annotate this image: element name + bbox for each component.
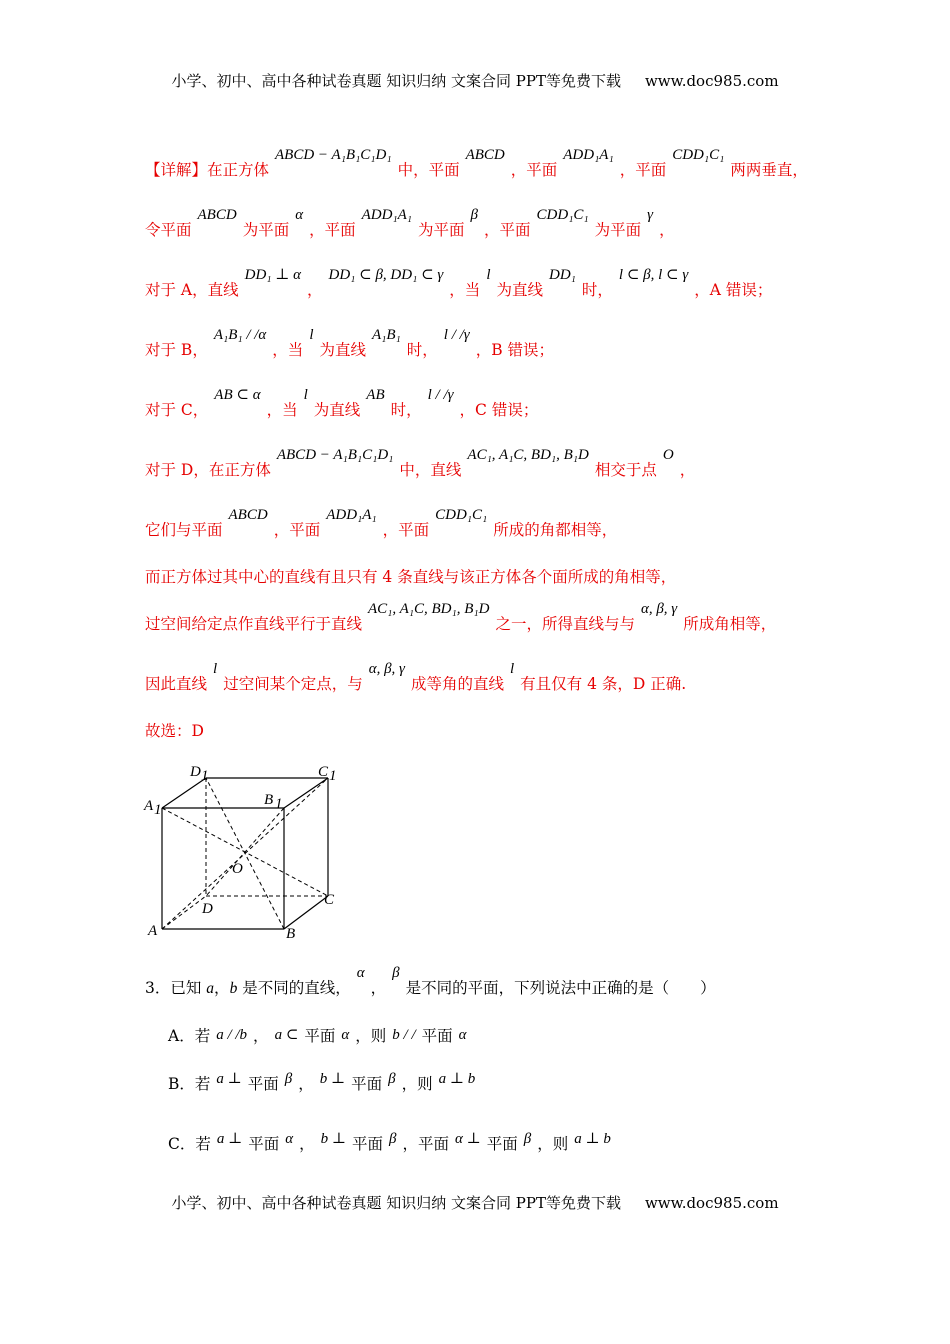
solution-line-9: 过空间给定点作直线平行于直线AC₁, A₁C, BD₁, B₁D之一，所得直线与与α, β, γ所成角相等， [145, 601, 777, 633]
solution-line-2: 令平面ABCD为平面α，平面ADD₁A₁为平面β，平面CDD₁C₁为平面γ， [145, 207, 675, 239]
solution-line-6: 对于 D，在正方体ABCD − A₁B₁C₁D₁中，直线AC₁, A₁C, BD₁, B₁D相交于点O， [145, 447, 696, 479]
edge-B1C1 [284, 778, 328, 808]
cube-figure [140, 758, 360, 948]
solution-line-3: 对于 A，直线DD₁ ⊥ α，DD₁ ⊂ β, DD₁ ⊂ γ，当l为直线DD₁时，l ⊂ β, l ⊂ γ，A 错误； [145, 267, 773, 299]
label-D: D [202, 901, 213, 917]
footer-text: 小学、初中、高中各种试卷真题 知识归纳 文案合同 PPT等免费下载 [171, 1194, 621, 1212]
edge-BC [284, 896, 328, 929]
question-3-stem: 3．已知 a，b 是不同的直线，α，β是不同的平面，下列说法中正确的是（ ） [145, 965, 716, 997]
svg-text:1: 1 [154, 802, 162, 818]
page-footer [0, 1192, 950, 1213]
solution-line-8: 而正方体过其中心的直线有且只有 4 条直线与该正方体各个面所成的角相等， [145, 568, 677, 586]
label-C: C [324, 892, 335, 908]
label-B1: B [264, 792, 274, 808]
label-A: A [148, 923, 158, 939]
label-B: B [286, 926, 296, 942]
label-D1: D [190, 764, 201, 780]
svg-text:1: 1 [329, 768, 337, 784]
label-A1: A [144, 798, 154, 814]
header-text: 小学、初中、高中各种试卷真题 知识归纳 文案合同 PPT等免费下载 [171, 72, 621, 90]
diagonal-B1D [206, 808, 284, 896]
solution-line-4: 对于 B，A₁B₁ / /α，当l为直线A₁B₁时，l / /γ，B 错误； [145, 327, 555, 359]
option-A[interactable]: A．若 a / /b ， a ⊂ 平面 α ，则 b / / 平面 α [168, 1027, 467, 1045]
header-url: www.doc985.com [644, 72, 779, 90]
svg-text:1: 1 [201, 768, 209, 784]
footer-url: www.doc985.com [644, 1194, 779, 1212]
edge-A1D1 [162, 778, 206, 808]
label-C1: C [318, 764, 329, 780]
option-B[interactable]: B．若 a ⊥ 平面 β ， b ⊥ 平面 β ，则 a ⊥ b [168, 1071, 476, 1093]
edge-AD-hidden [162, 896, 206, 929]
solution-line-1: 【详解】在正方体ABCD − A₁B₁C₁D₁中，平面ABCD，平面ADD₁A₁，平面CDD₁C₁两两垂直， [145, 147, 808, 179]
solution-line-10: 因此直线l过空间某个定点，与α, β, γ成等角的直线l有且仅有 4 条，D 正确. [145, 661, 687, 693]
page-header [0, 70, 950, 91]
solution-line-7: 它们与平面ABCD，平面ADD₁A₁，平面CDD₁C₁所成的角都相等， [145, 507, 618, 539]
svg-text:1: 1 [275, 796, 283, 812]
solution-line-5: 对于 C，AB ⊂ α，当l为直线AB时，l / /γ，C 错误； [145, 387, 539, 419]
option-C[interactable]: C．若 a ⊥ 平面 α ， b ⊥ 平面 β ，平面 α ⊥ 平面 β ，则 a ⊥ b [168, 1131, 611, 1153]
solution-answer: 故选：D [145, 722, 204, 740]
label-O: O [232, 861, 243, 877]
